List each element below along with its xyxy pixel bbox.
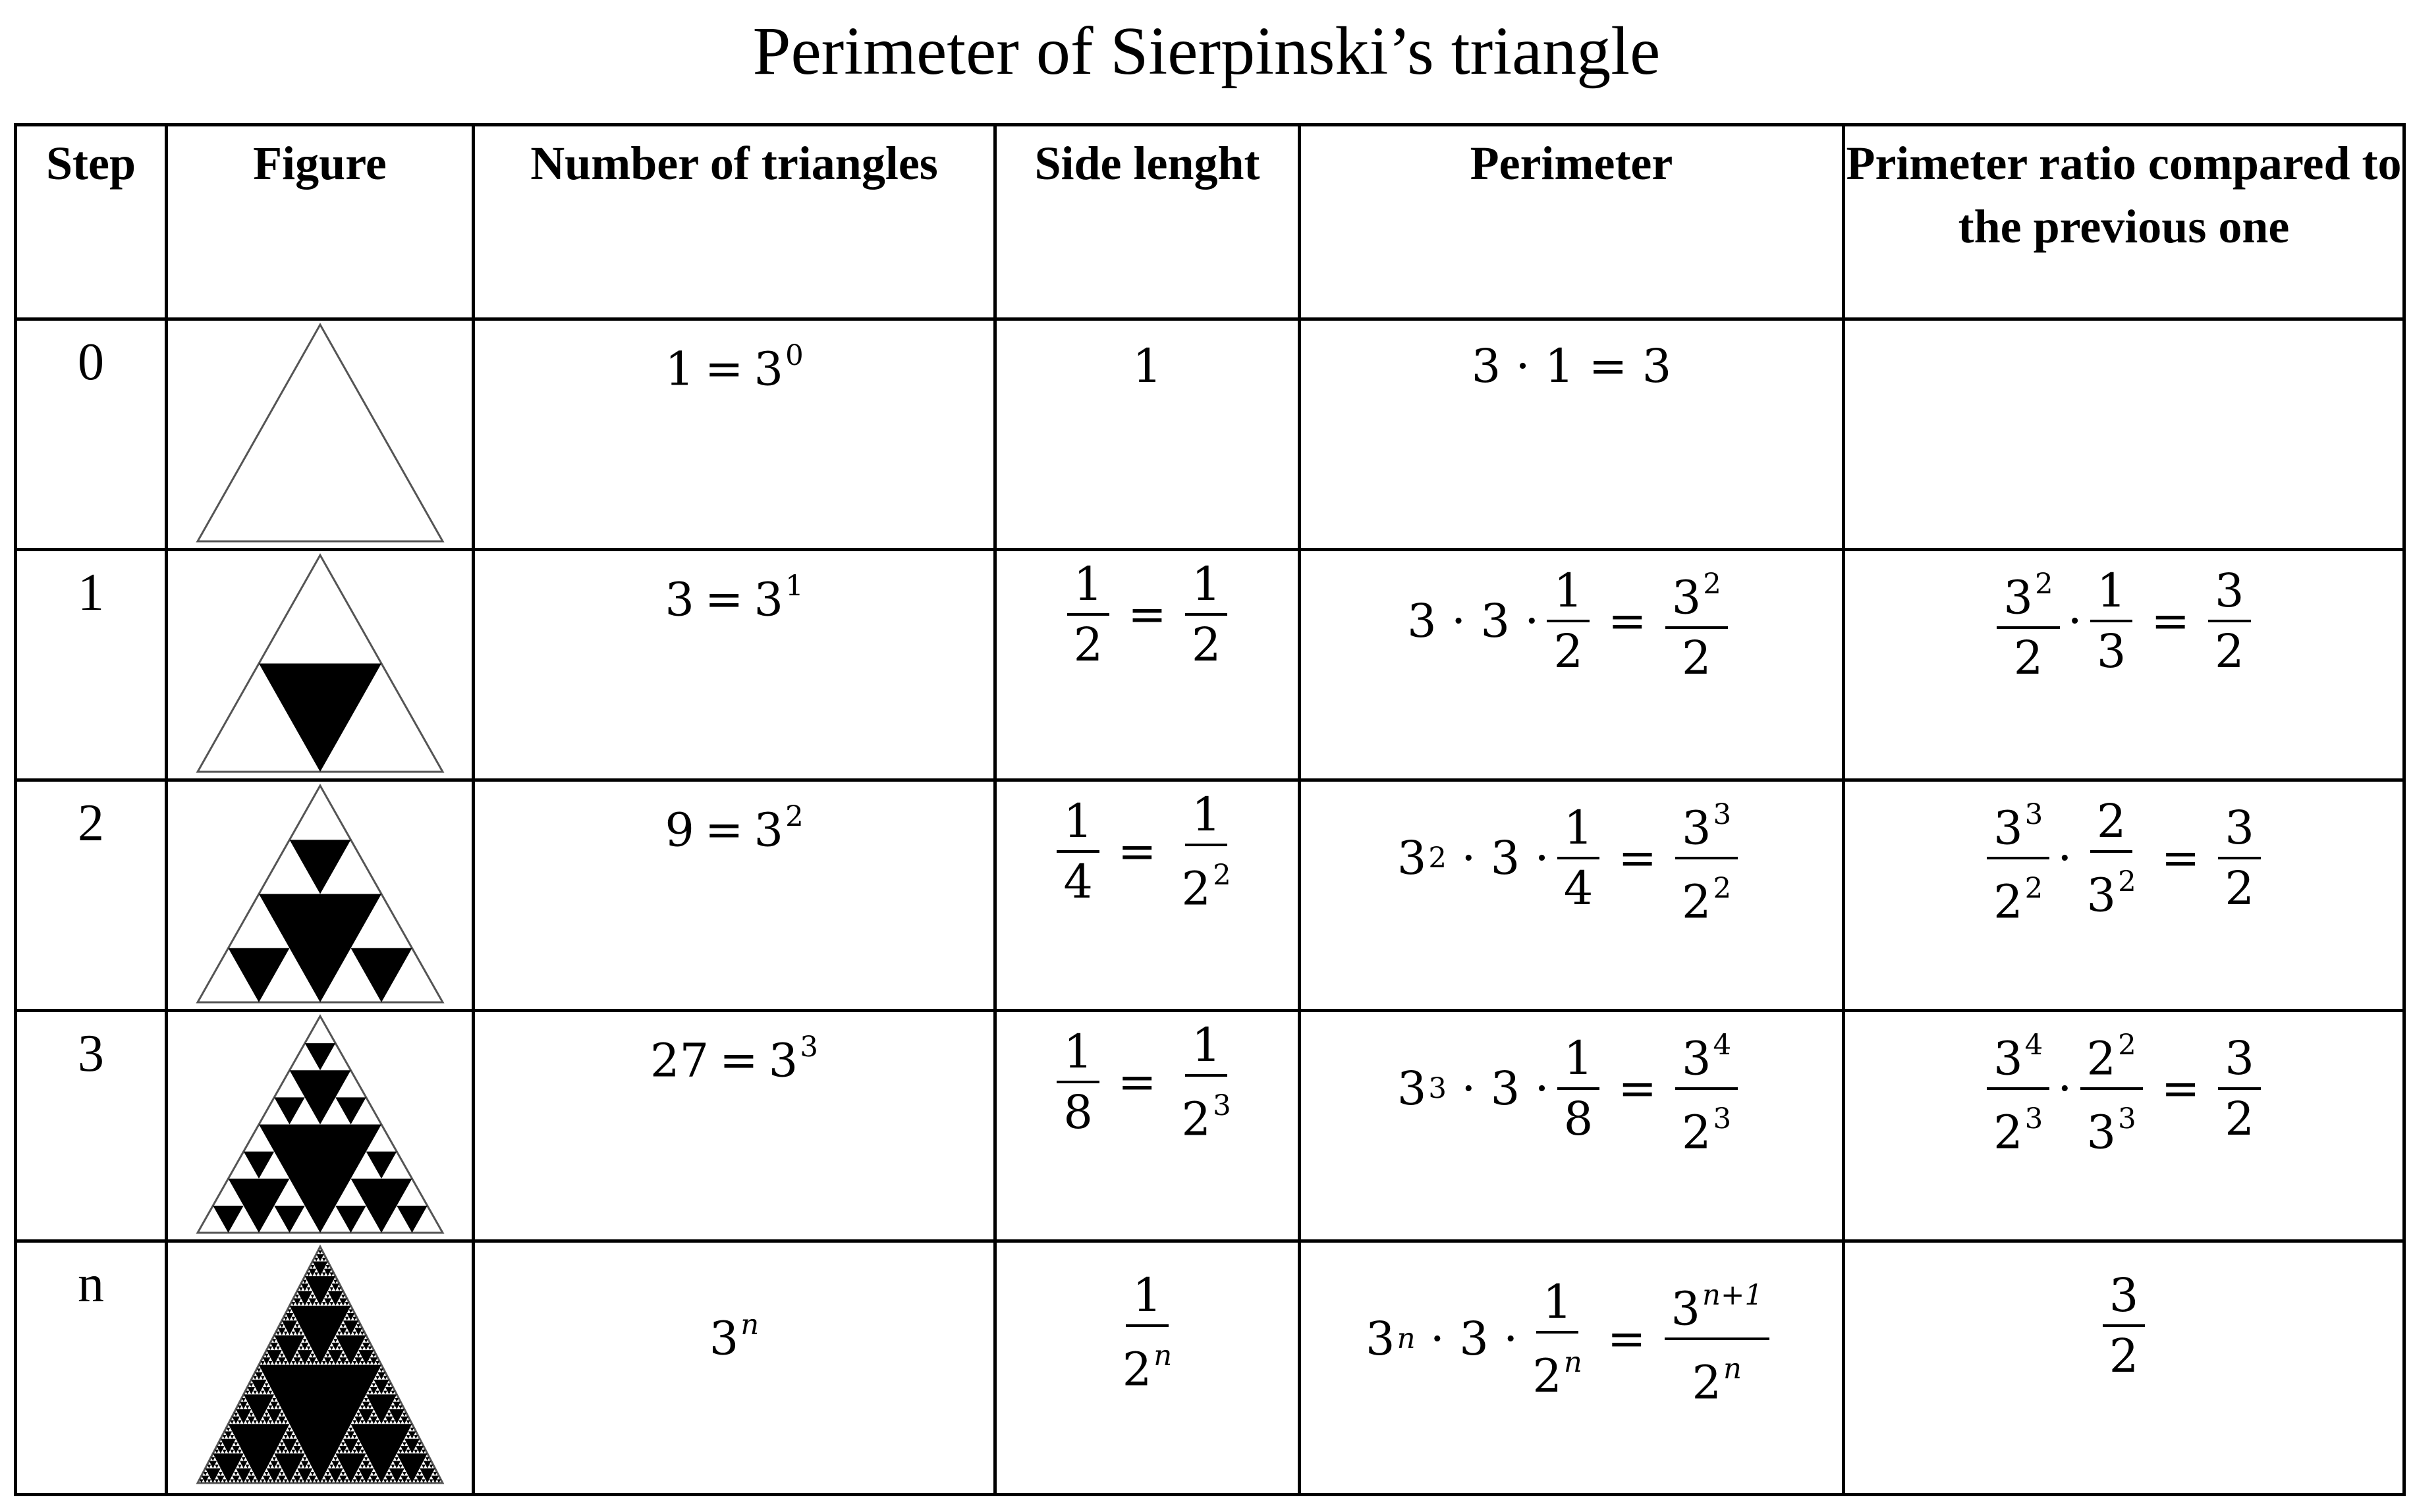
side-length-expression: $\frac{1}{8}$ = $\frac{1}{2^3}$: [1049, 1019, 1245, 1145]
triangles-cell: [474, 780, 995, 1011]
triangles-expression: 3$^n$: [709, 1309, 760, 1366]
side-length-expression: $\frac{1}{4}$ = $\frac{1}{2^2}$: [1049, 788, 1245, 915]
ratio-expression: $\frac{3^4}{2^3}$ · $\frac{2^2}{3^3}$ = $\frac{3}{2}$: [1979, 1019, 2269, 1159]
side-length-cell: [995, 319, 1300, 550]
triangles-cell: [474, 1241, 995, 1495]
figure-cell: [167, 780, 474, 1011]
perimeter-cell: [1300, 780, 1844, 1011]
table-row: [16, 1011, 2404, 1241]
ratio-cell: [1844, 1011, 2404, 1241]
ratio-cell: [1844, 550, 2404, 780]
perimeter-cell: [1300, 550, 1844, 780]
header-perimeter: Perimeter: [1300, 125, 1844, 319]
step-cell: [16, 550, 167, 780]
triangles-cell: [474, 319, 995, 550]
figure-cell: [167, 550, 474, 780]
sierpinski-figure: [188, 1012, 452, 1239]
step-cell: [16, 1241, 167, 1495]
triangles-expression: $27 = 3^3$: [650, 1031, 818, 1088]
step-value: n: [78, 1255, 104, 1313]
side-length-cell: [995, 780, 1300, 1011]
sierpinski-figure: [188, 551, 452, 778]
figure-cell: [167, 1241, 474, 1495]
header-figure: Figure: [167, 125, 474, 319]
sierpinski-figure: [188, 1243, 452, 1490]
header-row: [16, 125, 2404, 319]
table-row: [16, 1241, 2404, 1495]
figure-cell: [167, 319, 474, 550]
ratio-expression: $\frac{3}{2}$: [2095, 1269, 2153, 1382]
side-length-cell: [995, 550, 1300, 780]
triangles-expression: $3 = 3^1$: [665, 570, 804, 627]
perimeter-expression: 3 3 · 3 · $\frac{1}{8}$ = $\frac{3^4}{2^3}$: [1397, 1019, 1746, 1159]
step-cell: [16, 319, 167, 550]
sierpinski-perimeter-table: [14, 123, 2406, 1496]
side-length-cell: [995, 1011, 1300, 1241]
step-value: 1: [78, 564, 104, 622]
triangles-expression: $9 = 3^2$: [665, 800, 804, 857]
header-step: Step: [16, 125, 167, 319]
ratio-cell: [1844, 780, 2404, 1011]
ratio-expression: $\frac{3^2}{2}$ · $\frac{1}{3}$ = $\frac{3}{2}$: [1989, 558, 2258, 684]
figure-cell: [167, 1011, 474, 1241]
perimeter-expression: 3 · 3 · $\frac{1}{2}$ = $\frac{3^2}{2}$: [1407, 558, 1736, 684]
perimeter-expression: 3 2 · 3 · $\frac{1}{4}$ = $\frac{3^3}{2^2}$: [1397, 788, 1746, 929]
triangles-expression: $1 = 3^0$: [665, 339, 804, 396]
table-row: [16, 550, 2404, 780]
header-ratio: Primeter ratio compared to the previous one: [1844, 125, 2404, 319]
outer-triangle: [198, 325, 443, 541]
side-length-cell: [995, 1241, 1300, 1495]
side-length-expression: $\frac{1}{2}$ = $\frac{1}{2}$: [1059, 558, 1236, 671]
table-row: [16, 319, 2404, 550]
header-side-length: Side lenght: [995, 125, 1300, 319]
perimeter-expression: 3 · 1 = 3: [1471, 339, 1672, 393]
triangles-cell: [474, 1011, 995, 1241]
page-title: Perimeter of Sierpinski’s triangle: [752, 13, 1661, 89]
table-row: [16, 780, 2404, 1011]
perimeter-cell: [1300, 319, 1844, 550]
triangles-cell: [474, 550, 995, 780]
step-cell: [16, 1011, 167, 1241]
side-length-expression: $\frac{1}{2^n}$: [1122, 1268, 1173, 1397]
sierpinski-figure: [188, 321, 452, 548]
perimeter-cell: [1300, 1241, 1844, 1495]
step-value: 0: [78, 333, 104, 391]
ratio-cell: [1844, 1241, 2404, 1495]
ratio-expression: $\frac{3^3}{2^2}$ · $\frac{2}{3^2}$ = $\frac{3}{2}$: [1979, 788, 2269, 929]
perimeter-expression: 3 n · 3 · $\frac{1}{2^n}$ = $\frac{3^{n+1}}{2^n}$: [1366, 1269, 1777, 1409]
ratio-cell: [1844, 319, 2404, 550]
header-number-of-triangles: Number of triangles: [474, 125, 995, 319]
sierpinski-figure: [188, 782, 452, 1009]
step-value: 2: [78, 794, 104, 852]
step-cell: [16, 780, 167, 1011]
step-value: 3: [78, 1025, 104, 1083]
perimeter-cell: [1300, 1011, 1844, 1241]
side-length-value: 1: [1132, 339, 1162, 393]
